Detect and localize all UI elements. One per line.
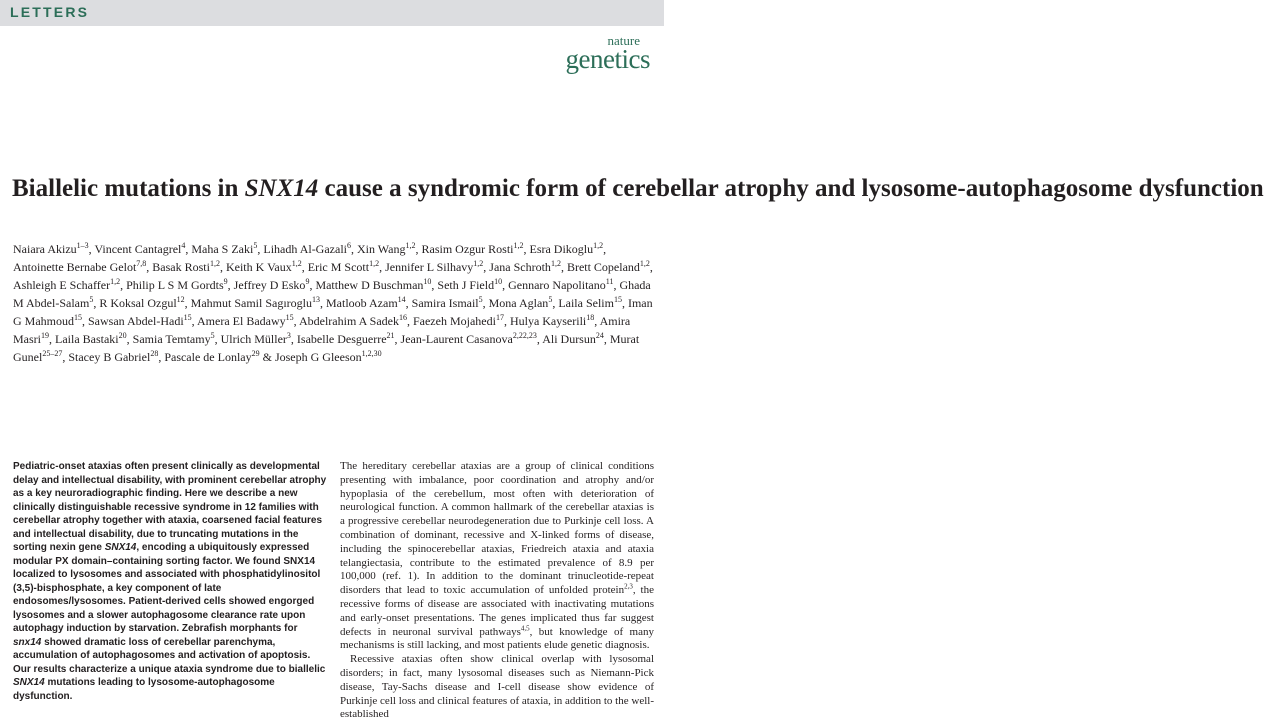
author-name: Ashleigh E Schaffer: [13, 278, 111, 292]
author-affiliation: 15: [74, 313, 82, 322]
author: [152, 260, 220, 274]
abstract: [13, 460, 328, 703]
author: [226, 260, 302, 274]
paragraph: [340, 653, 654, 722]
author-affiliation: 14: [397, 295, 406, 304]
article-title: [12, 172, 1264, 205]
author-affiliation: 1,2: [291, 259, 302, 268]
author-name: Amira Masri: [13, 314, 631, 346]
logo-line-genetics: genetics: [565, 44, 650, 74]
author: [133, 332, 215, 346]
author: [191, 296, 320, 310]
title-part-2: cause a syndromic form of cerebellar atrophy and lysosome-autophagosome dysfunction: [318, 175, 1264, 202]
author-affiliation: 5: [89, 295, 94, 304]
author: [263, 242, 351, 256]
author-affiliation: 6: [347, 241, 351, 250]
author-affiliation: 10: [423, 277, 432, 286]
author-affiliation: 1,2: [513, 241, 524, 250]
text-run: Pediatric-onset ataxias often present clinically as developmental delay and intellectual disability, with prominent cerebellar atrophy as a key neuroradiographic finding. Here we describe a new clinically distinguishable recessive syndrome in 12 families with cerebellar atrophy together with ataxia, coarsened facial features and intellectual disability, due to truncating mutations in the sorting nexin gene: [13, 461, 327, 553]
author: [401, 332, 537, 346]
author-affiliation: 1,2: [369, 259, 380, 268]
author-name: Stacey B Gabriel: [68, 350, 151, 364]
author-name: Laila Bastaki: [55, 332, 119, 346]
author: [529, 242, 603, 256]
author: [489, 296, 553, 310]
author: [13, 260, 146, 274]
author-affiliation: 9: [223, 277, 228, 286]
author-name: R Koksal Ozgul: [99, 296, 177, 310]
text-run: mutations leading to lysosome-autophagosome dysfunction.: [13, 677, 275, 702]
citation: 4,5: [520, 623, 530, 632]
author-affiliation: 1,2: [593, 241, 604, 250]
author-list: Naiara Akizu$^{1-3}$, Vincent Cantagrel$^4$, Maha S Zaki$^5$, Lihadh Al-Gazali$^6$, Xin Wang$^{1,2}$, Rasim Ozgur Rosti$^{1,2}$, Esra Dikoglu$^{1,2}$, Antoinette Bernabe Gelot$^{7,8}$, Basak Rosti$^{1,2}$, Keith K Vaux$^{1,2}$, Eric M Scott$^{1,2}$, Jennifer L Silhavy$^{1,2}$, Jana Schroth$^{1,2}$, Brett Copeland$^{1,2}$, Ashleigh E Schaffer$^{1,2}$, Philip L S M Gordts$^9$, Jeffrey D Esko$^9$, Matthew D Buschman$^{10}$, Seth J Field$^{10}$, Gennaro Napolitano$^{11}$, Ghada M Abdel-Salam$^5$, R Koksal Ozgul$^{12}$, Mahmut Samil Sagıroglu$^{13}$, Matloob Azam$^{14}$, Samira Ismail$^5$, Mona Aglan$^5$, Laila Selim$^{15}$, Iman G Mahmoud$^{15}$, Sawsan Abdel-Hadi$^{15}$, Amera El Badawy$^{15}$, Abdelrahim A Sadek$^{16}$, Faezeh Mojahedi$^{17}$, Hulya Kayserili$^{18}$, Amira Masri$^{19}$, Laila Bastaki$^{20}$, Samia Temtamy$^5$, Ulrich Müller$^3$, Isabelle Desguerre$^{21}$, Jean-Laurent Casanova$^{2,22,23}$, Ali Dursun$^{24}$, Murat Gunel$^{25-27}$, Stacey B Gabriel$^{28}$, Pascale de Lonlay$^{29}$ & Joseph G Gleeson$^{1,2,30}$: [13, 241, 653, 364]
author-name: Isabelle Desguerre: [296, 332, 387, 346]
author-name: Sawsan Abdel-Hadi: [88, 314, 184, 328]
title-part-1: Biallelic mutations in: [12, 175, 245, 202]
author-affiliation: 13: [312, 295, 320, 304]
author-affiliation: 16: [398, 313, 407, 322]
author-name: Jean-Laurent Casanova: [400, 332, 513, 346]
author: [68, 350, 158, 364]
author-name: Xin Wang: [357, 242, 406, 256]
author: [299, 314, 407, 328]
author-affiliation: 1,2,30: [361, 349, 382, 358]
author-name: Mahmut Samil Sagıroglu: [190, 296, 312, 310]
author: [315, 278, 431, 292]
author-affiliation: 17: [495, 313, 504, 322]
author-name: Hulya Kayserili: [509, 314, 587, 328]
author-affiliation: 9: [305, 277, 310, 286]
author-name: Philip L S M Gordts: [126, 278, 224, 292]
author-name: Basak Rosti: [152, 260, 210, 274]
author-name: Samira Ismail: [411, 296, 479, 310]
author-affiliation: 5: [478, 295, 483, 304]
author: [13, 242, 89, 256]
author-affiliation: 12: [176, 295, 185, 304]
author-affiliation: 29: [251, 349, 260, 358]
author: [297, 332, 395, 346]
author-name: Samia Temtamy: [132, 332, 211, 346]
author-affiliation: 20: [118, 331, 127, 340]
author: [508, 278, 613, 292]
author-name: Joseph G Gleeson: [274, 350, 362, 364]
author: [567, 260, 650, 274]
author-name: Iman G Mahmoud: [13, 296, 653, 328]
author-name: Ghada M Abdel-Salam: [13, 278, 651, 310]
author-name: Matthew D Buschman: [315, 278, 424, 292]
author: [308, 260, 379, 274]
author: [88, 314, 192, 328]
author: [385, 260, 483, 274]
author-affiliation: 5: [548, 295, 553, 304]
author-name: Jennifer L Silhavy: [385, 260, 474, 274]
italic-term: SNX14: [104, 542, 137, 553]
author: [13, 278, 120, 292]
author-name: Naiara Akizu: [13, 242, 77, 256]
author-name: Ali Dursun: [542, 332, 596, 346]
author-affiliation: 1,2: [405, 241, 416, 250]
author-name: Amera El Badawy: [197, 314, 286, 328]
text-run: showed dramatic loss of cerebellar parenchyma, accumulation of autophagosomes and activation of apoptosis. Our results characterize a unique ataxia syndrome due to biallelic: [13, 636, 326, 675]
author-name: Vincent Cantagrel: [94, 242, 182, 256]
author: [275, 350, 382, 364]
author: [94, 242, 185, 256]
author-name: Brett Copeland: [566, 260, 640, 274]
author-affiliation: 11: [605, 277, 614, 286]
author-name: Murat Gunel: [13, 332, 640, 364]
text-run: , the recessive forms of disease are associated with inactivating mutations and early-onset presentations. The genes implicated thus far suggest defects in neuronal survival pathways: [340, 584, 654, 638]
italic-term: snx14: [13, 636, 42, 648]
author: [542, 332, 604, 346]
author: [412, 296, 483, 310]
author-name: Matloob Azam: [326, 296, 398, 310]
author-name: Ulrich Müller: [220, 332, 287, 346]
author-name: Seth J Field: [437, 278, 495, 292]
author: [437, 278, 502, 292]
logo-line-nature: nature: [607, 33, 640, 48]
author: [221, 332, 291, 346]
author-affiliation: 1,2: [110, 277, 121, 286]
author-affiliation: 25–27: [42, 349, 63, 358]
author-name: Jana Schroth: [489, 260, 551, 274]
author: [421, 242, 523, 256]
author-affiliation: 15: [285, 313, 294, 322]
author-affiliation: 15: [613, 295, 622, 304]
author: [197, 314, 294, 328]
author-name: Antoinette Bernabe Gelot: [13, 260, 137, 274]
author-name: Eric M Scott: [307, 260, 370, 274]
author: [558, 296, 622, 310]
author: [55, 332, 127, 346]
author: [164, 350, 259, 364]
section-header-bar: [0, 0, 664, 26]
author-name: Abdelrahim A Sadek: [298, 314, 399, 328]
author-affiliation: 19: [41, 331, 49, 340]
author: [489, 260, 561, 274]
journal-logo: [565, 33, 650, 74]
author-affiliation: 1,2: [209, 259, 220, 268]
author-affiliation: 4: [181, 241, 186, 250]
author-affiliation: 18: [586, 313, 595, 322]
author-affiliation: 2,22,23: [512, 331, 537, 340]
author-affiliation: 5: [253, 241, 258, 250]
text-run: , encoding a ubiquitously expressed modular PX domain–containing sorting factor. We found SNX14 localized to lysosomes and associated with phosphatidylinositol (3,5)-bisphosphate, a key component of late endosomes/lysosomes. Patient-derived cells showed engorged lysosomes and a slower autophagosome clearance rate upon autophagy induction by starvation. Zebrafish morphants for: [13, 542, 321, 634]
author-affiliation: 24: [595, 331, 604, 340]
author-name: Laila Selim: [558, 296, 614, 310]
author: [357, 242, 415, 256]
italic-term: SNX14: [13, 677, 45, 688]
section-label: LETTERS: [10, 4, 90, 20]
author-affiliation: 28: [150, 349, 159, 358]
author: [126, 278, 228, 292]
author-name: Pascale de Lonlay: [164, 350, 252, 364]
author-name: Keith K Vaux: [225, 260, 292, 274]
author-affiliation: 21: [386, 331, 395, 340]
introduction-text: [340, 460, 654, 722]
author: [234, 278, 310, 292]
author-name: Maha S Zaki: [191, 242, 254, 256]
author-affiliation: 1,2: [639, 259, 650, 268]
author-name: Rasim Ozgur Rosti: [421, 242, 514, 256]
author-name: Jeffrey D Esko: [233, 278, 306, 292]
author: [413, 314, 504, 328]
author: [326, 296, 406, 310]
title-gene: SNX14: [244, 175, 319, 202]
text-run: Recessive ataxias often show clinical overlap with lysosomal disorders; in fact, many lysosomal diseases such as Niemann-Pick disease, Tay-Sachs disease and I-cell disease show evidence of Purkinje cell loss and clinical features of ataxia, in addition to the well-established: [340, 653, 654, 721]
author: [99, 296, 184, 310]
author-affiliation: 7,8: [136, 259, 147, 268]
citation: 2,3: [624, 582, 633, 591]
author-affiliation: 3: [286, 331, 291, 340]
author-affiliation: 15: [183, 313, 192, 322]
author: [510, 314, 594, 328]
author-name: Esra Dikoglu: [529, 242, 594, 256]
author-name: Gennaro Napolitano: [508, 278, 606, 292]
text-run: The hereditary cerebellar ataxias are a group of clinical conditions presenting with imbalance, poor coordination and atrophy and/or hypoplasia of the cerebellum, most often with deterioration of neurological function. A common hallmark of the cerebellar ataxias is a progressive cerebellar neurodegeneration due to Purkinje cell loss. A combination of dominant, recessive and X-linked forms of disease, including the spinocerebellar ataxias, Friedreich ataxia and ataxia telangiectasia, contribute to the estimated prevalence of 8.9 per 100,000 (ref. 1). In addition to the dominant trinucleotide-repeat disorders that lead to toxic accumulation of unfolded protein: [340, 460, 654, 597]
author-affiliation: 5: [210, 331, 215, 340]
author-affiliation: 1–3: [76, 241, 89, 250]
author-name: Faezeh Mojahedi: [412, 314, 496, 328]
paragraph: [340, 460, 654, 653]
author-name: Lihadh Al-Gazali: [263, 242, 347, 256]
author-affiliation: 10: [494, 277, 503, 286]
author-affiliation: 1,2: [473, 259, 484, 268]
author: [191, 242, 257, 256]
author-name: Mona Aglan: [488, 296, 549, 310]
text-run: , but knowledge of many mechanisms is still lacking, and most patients elude genetic diagnosis.: [340, 625, 654, 652]
author-affiliation: 1,2: [550, 259, 561, 268]
